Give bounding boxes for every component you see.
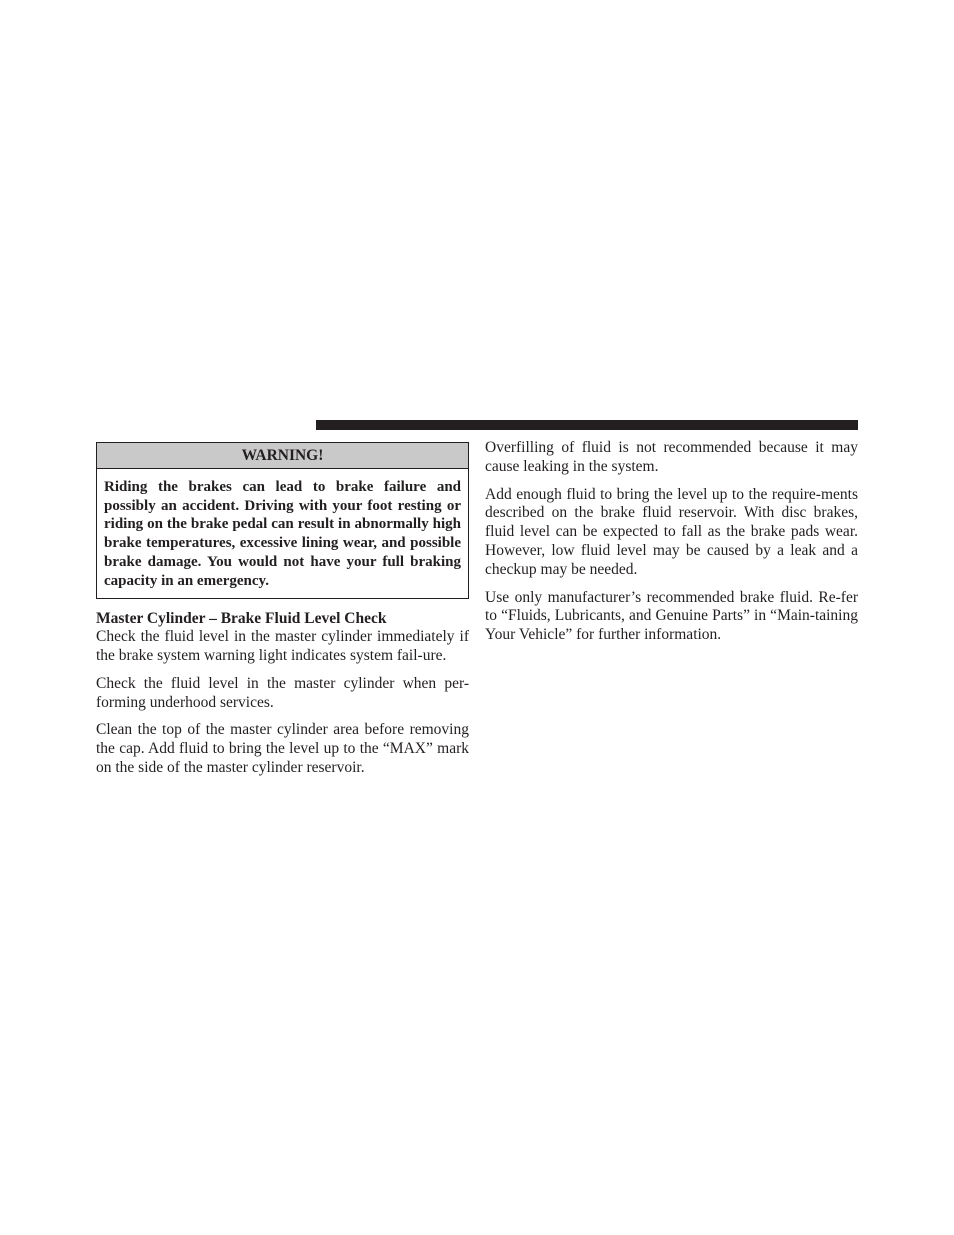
warning-title: WARNING! [97,443,468,469]
paragraph: Check the fluid level in the master cylinder when per-forming underhood services. [96,674,469,711]
paragraph: Check the fluid level in the master cylinder immediately if the brake system warning light indicates system fail-ure. [96,628,469,665]
paragraph: Add enough fluid to bring the level up to the require-ments described on the brake fluid reservoir. With disc brakes, fluid level can be expected to fall as the brake pads wear. However, low fluid level may be caused by a leak and a checkup may be needed. [485,485,858,578]
section-heading: Master Cylinder – Brake Fluid Level Check [96,610,387,628]
warning-body: Riding the brakes can lead to brake failure and possibly an accident. Driving with your foot resting or riding on the brake pedal can result in abnormally high brake temperatures, excessive lining wear, and possible brake damage. You would not have your full braking capacity in an emergency. [104,479,461,589]
right-column [485,439,858,645]
left-column [96,442,469,778]
section-header-bar [316,420,858,430]
paragraph: Use only manufacturer’s recommended brake fluid. Re-fer to “Fluids, Lubricants, and Genuine Parts” in “Main-taining Your Vehicle” for further information. [485,588,858,644]
paragraph: Clean the top of the master cylinder area before removing the cap. Add fluid to bring the level up to the “MAX” mark on the side of the master cylinder reservoir. [96,721,469,776]
paragraph: Overfilling of fluid is not recommended because it may cause leaking in the system. [485,439,858,475]
warning-box [96,442,469,599]
